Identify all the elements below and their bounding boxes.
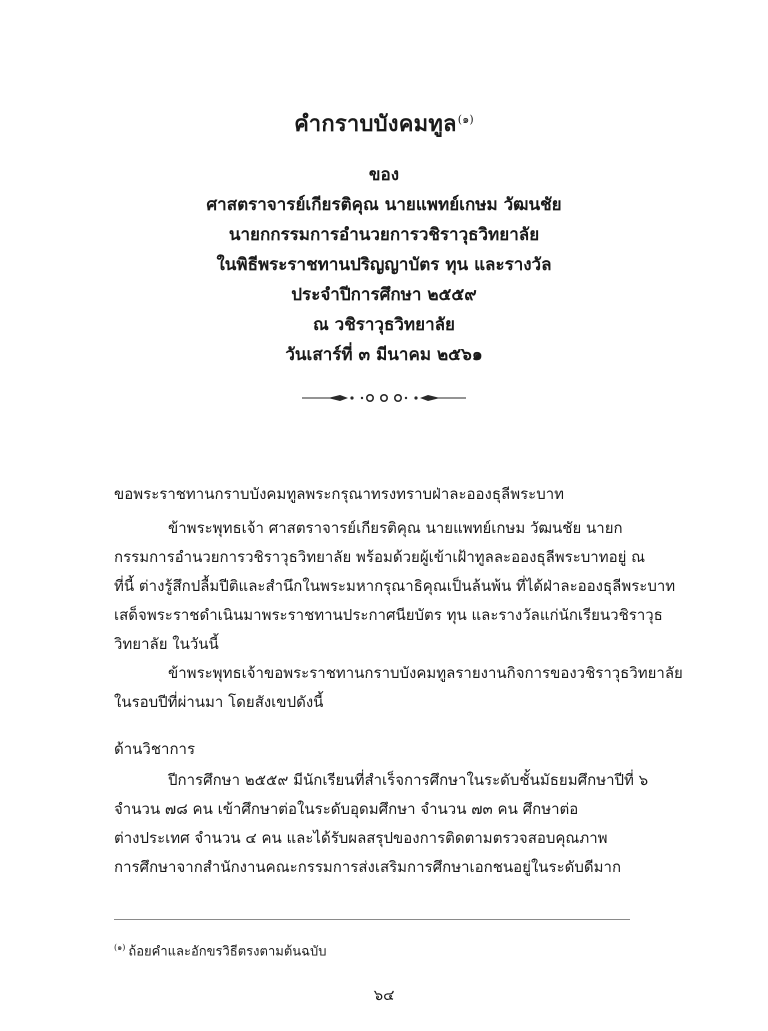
section-heading-block [114,735,634,764]
paragraph-2 [114,659,683,717]
footnote [114,938,634,962]
ornament-divider-icon [300,389,468,407]
paragraph-line: กรรมการอำนวยการวชิราวุธวิทยาลัย พร้อมด้วยผู้เข้าเฝ้าทูลละอองธุลีพระบาทอยู่ ณ [114,548,646,566]
section-heading: ด้านวิชาการ [114,740,196,758]
heading-line: นายกกรรมการอำนวยการวชิราวุธวิทยาลัย [228,225,540,245]
footnote-divider [114,919,630,920]
paragraph-line: ข้าพระพุทธเจ้า ศาสตราจารย์เกียรติคุณ นายแพทย์เกษม วัฒนชัย นายก [168,519,623,537]
paragraph-line: ในรอบปีที่ผ่านมา โดยสังเขปดังนี้ [114,693,324,711]
paragraph-1 [114,514,676,659]
paragraph-line: เสด็จพระราชดำเนินมาพระราชทานประกาศนียบัตร ทุน และรางวัลแก่นักเรียนวชิราวุธ [114,606,663,624]
salutation-block [114,480,634,509]
page-number: ๖๔ [373,986,395,1004]
heading-line: ศาสตราจารย์เกียรติคุณ นายแพทย์เกษม วัฒนชัย [206,195,562,215]
title-text: คำกราบบังคมทูล [294,111,457,137]
paragraph-line: การศึกษาจากสำนักงานคณะกรรมการส่งเสริมการศึกษาเอกชนอยู่ในระดับดีมาก [114,858,622,876]
footnote-text: ถ้อยคำและอักขรวิธีตรงตามต้นฉบับ [128,944,327,960]
heading-line: ของ [368,165,400,185]
paragraph-line: ต่างประเทศ จำนวน ๔ คน และได้รับผลสรุปของการติดตามตรวจสอบคุณภาพ [114,829,608,847]
heading-block [0,160,768,370]
heading-line: วันเสาร์ที่ ๓ มีนาคม ๒๕๖๑ [285,345,483,365]
paragraph-line: ปีการศึกษา ๒๕๕๙ มีนักเรียนที่สำเร็จการศึกษาในระดับชั้นมัธยมศึกษาปีที่ ๖ [168,771,649,789]
paragraph-line: ที่นี้ ต่างรู้สึกปลื้มปีติและสำนึกในพระมหากรุณาธิคุณเป็นล้นพ้น ที่ได้ฝ่าละอองธุลีพระบาท [114,577,676,595]
salutation-text: ขอพระราชทานกราบบังคมทูลพระกรุณาทรงทราบฝ่าละอองธุลีพระบาท [114,485,565,503]
footnote-marker: (๑) [114,943,126,952]
heading-line: ประจำปีการศึกษา ๒๕๕๙ [291,285,477,305]
page-title [0,106,768,141]
salutation [114,480,634,509]
paragraph-line: ข้าพระพุทธเจ้าขอพระราชทานกราบบังคมทูลรายงานกิจการของวชิราวุธวิทยาลัย [168,664,683,682]
paragraph-line: จำนวน ๗๘ คน เข้าศึกษาต่อในระดับอุดมศึกษา จำนวน ๗๓ คน ศึกษาต่อ [114,800,579,818]
heading-line: ณ วชิราวุธวิทยาลัย [312,315,455,335]
paragraph-line: วิทยาลัย ในวันนี้ [114,635,219,653]
paragraph-3 [114,766,649,882]
title-footnote-marker: (๑) [457,112,474,126]
heading-line: ในพิธีพระราชทานปริญญาบัตร ทุน และรางวัล [216,255,552,275]
